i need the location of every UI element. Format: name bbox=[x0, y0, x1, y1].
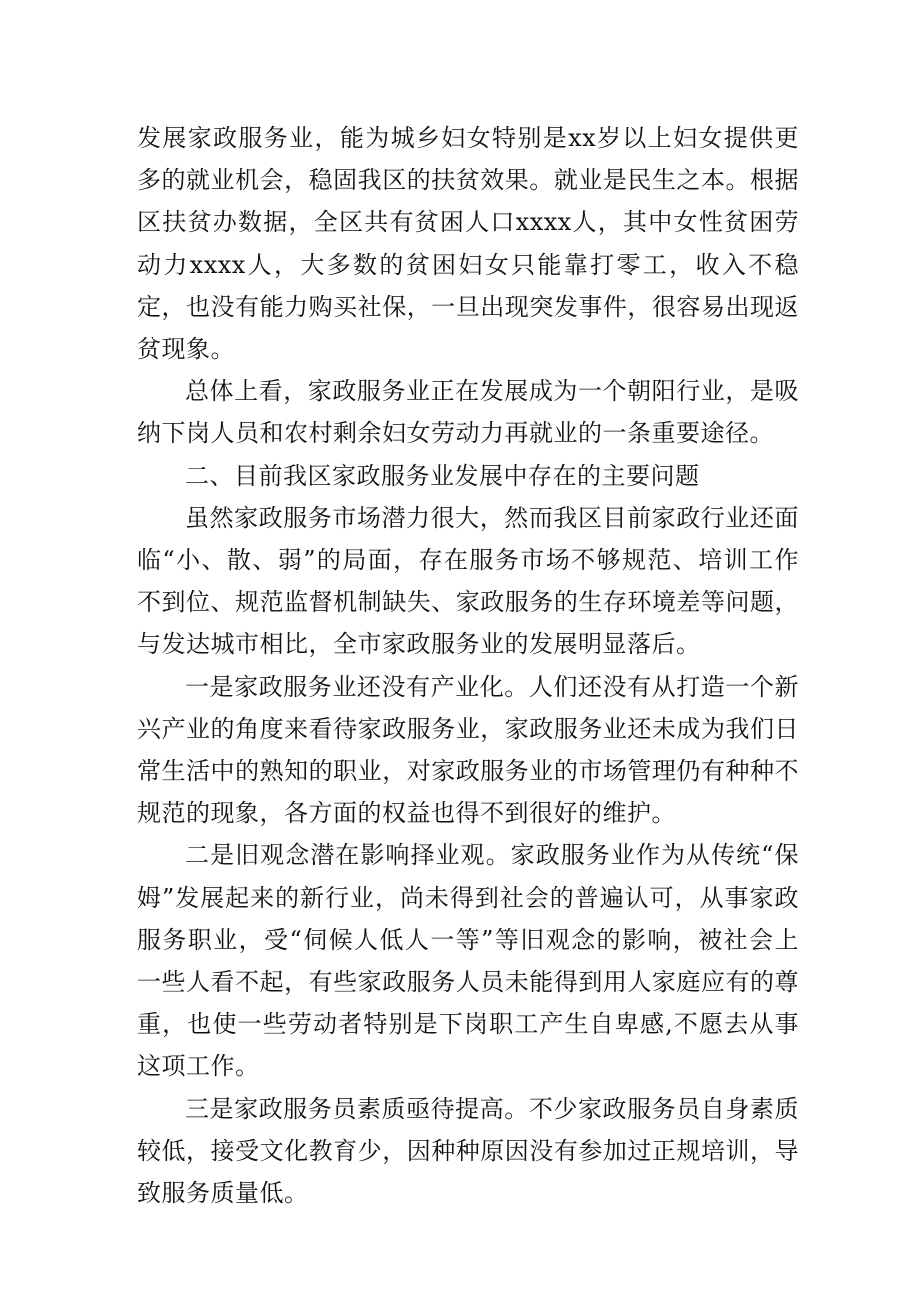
document-body bbox=[137, 117, 799, 1214]
paragraph-problem-three: 三是家政服务员素质亟待提高。不少家政服务员自身素质较低，接受文化教育少，因种种原因没有参加过正规培训，导致服务质量低。 bbox=[137, 1094, 799, 1208]
paragraph-employment-opportunities: 发展家政服务业，能为城乡妇女特别是xx岁以上妇女提供更多的就业机会，稳固我区的扶贫效果。就业是民生之本。根据区扶贫办数据，全区共有贫困人口xxxx人，其中女性贫困劳动力xxxx人，大多数的贫困妇女只能靠打零工，收入不稳定，也没有能力购买社保，一旦出现突发事件，很容易出现返贫现象。 bbox=[137, 124, 799, 364]
paragraph-overall-view: 总体上看，家政服务业正在发展成为一个朝阳行业，是吸纳下岗人员和农村剩余妇女劳动力再就业的一条重要途径。 bbox=[137, 377, 799, 448]
paragraph-market-situation: 虽然家政服务市场潜力很大，然而我区目前家政行业还面临“小、散、弱”的局面，存在服务市场不够规范、培训工作不到位、规范监督机制缺失、家政服务的生存环境差等问题，与发达城市相比，全市家政服务业的发展明显落后。 bbox=[137, 503, 799, 659]
section-heading-main-problems: 二、目前我区家政服务业发展中存在的主要问题 bbox=[185, 461, 700, 490]
paragraph-problem-one: 一是家政服务业还没有产业化。人们还没有从打造一个新兴产业的角度来看待家政服务业，家政服务业还未成为我们日常生活中的熟知的职业，对家政服务业的市场管理仍有种种不规范的现象，各方面的权益也得不到很好的维护。 bbox=[137, 672, 799, 828]
paragraph-problem-two: 二是旧观念潜在影响择业观。家政服务业作为从传统“保姆”发展起来的新行业，尚未得到社会的普遍认可，从事家政服务职业，受“伺候人低人一等”等旧观念的影响，被社会上一些人看不起，有些家政服务人员未能得到用人家庭应有的尊重，也使一些劳动者特别是下岗职工产生自卑感,不愿去从事这项工作。 bbox=[137, 841, 799, 1081]
